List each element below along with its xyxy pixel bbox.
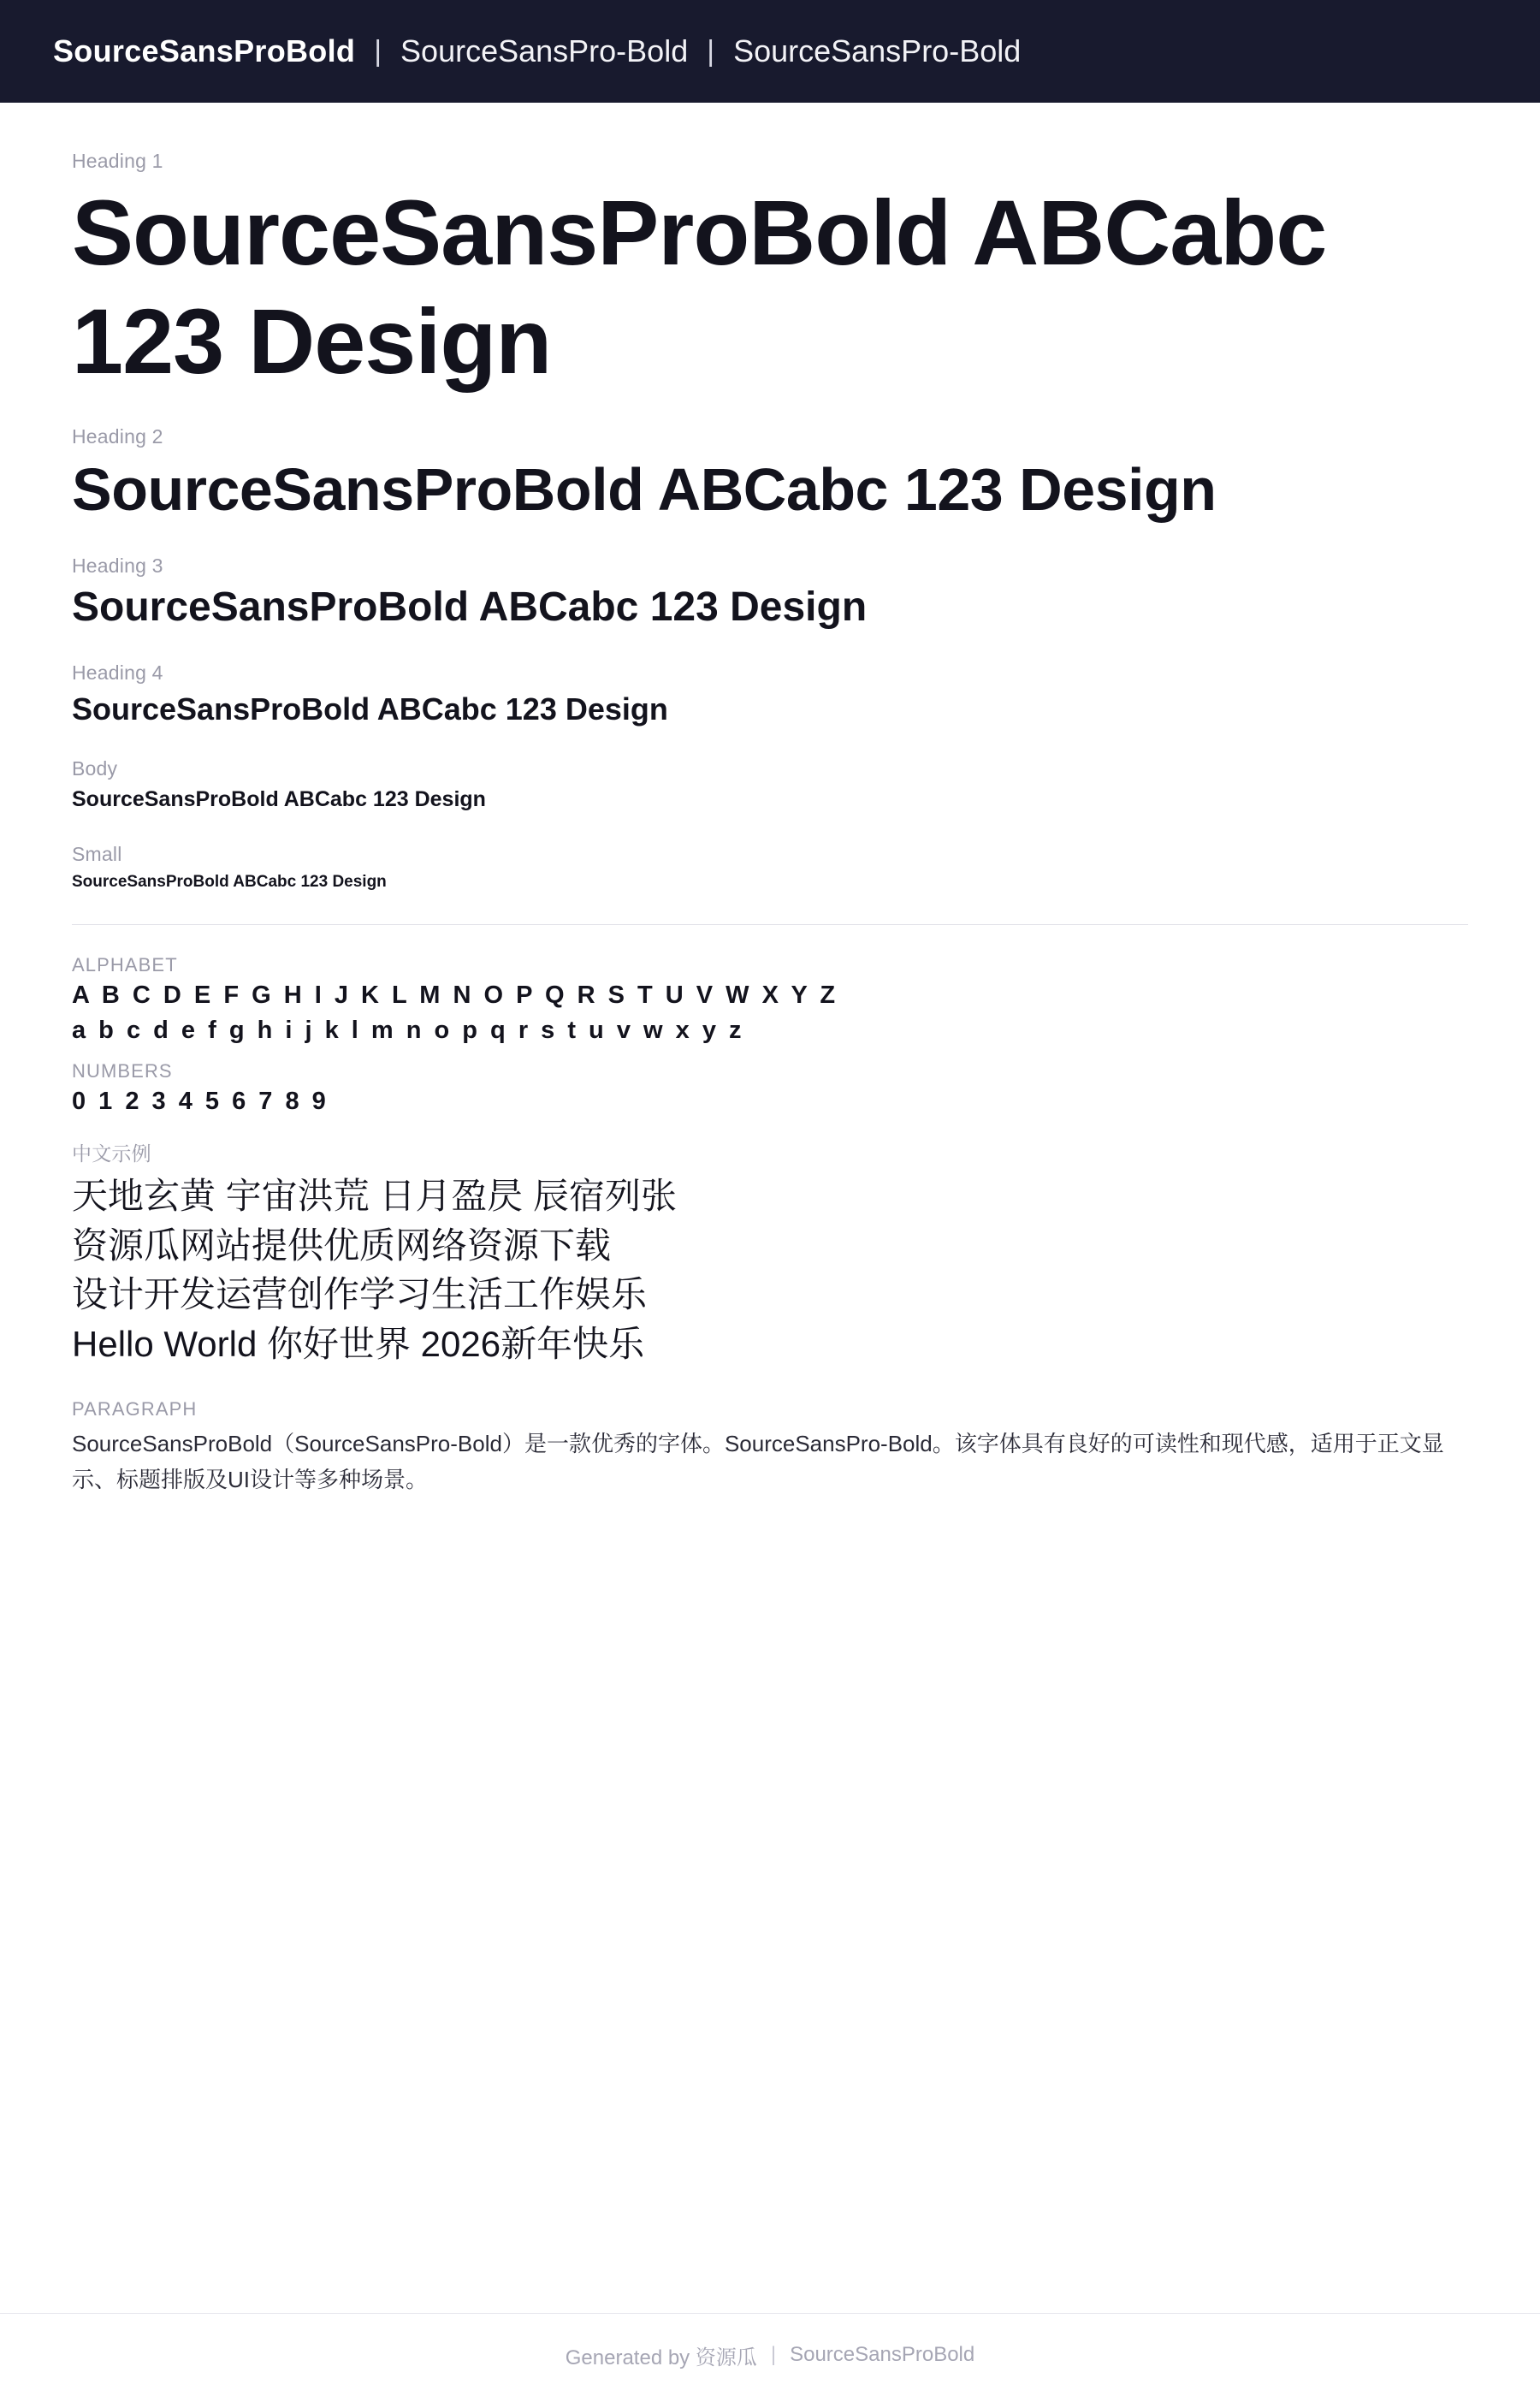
cjk-line-3: 设计开发运营创作学习生活工作娱乐 [72,1274,648,1315]
specimen-content [0,103,1540,2262]
page-footer [0,2313,1540,2396]
paragraph-label: PARAGRAPH [72,1398,198,1420]
specimen-label-heading-1: Heading 1 [72,150,163,172]
specimen-sample-heading-2: SourceSansProBold ABCabc 123 Design [72,455,1217,523]
footer-separator: | [770,2343,777,2366]
specimen-sample-heading-1: SourceSansProBold ABCabc 123 Design [72,181,1327,394]
header-font-name: SourceSansProBold [53,33,356,68]
cjk-section [72,1138,1468,1370]
header-separator-2: | [707,34,715,68]
numbers-label: NUMBERS [72,1059,173,1082]
specimen-sample-small: SourceSansProBold ABCabc 123 Design [72,872,387,891]
numbers-glyphs: 0 1 2 3 4 5 6 7 8 9 [72,1087,329,1115]
specimen-sample-heading-4: SourceSansProBold ABCabc 123 Design [72,691,668,727]
specimen-sample-heading-3: SourceSansProBold ABCabc 123 Design [72,584,868,630]
specimen-label-small: Small [72,842,122,865]
cjk-label: 中文示例 [72,1142,151,1165]
alphabet-section [72,954,1468,1045]
paragraph-section [72,1398,1468,1498]
footer-font-name: SourceSansProBold [790,2343,975,2366]
footer-generated-by: Generated by 资源瓜 [565,2346,757,2369]
cjk-line-2: 资源瓜网站提供优质网络资源下载 [72,1225,612,1266]
specimen-label-heading-4: Heading 4 [72,661,163,685]
cjk-line-1: 天地玄黄 宇宙洪荒 日月盈昃 辰宿列张 [72,1175,678,1216]
specimen-label-heading-3: Heading 3 [72,554,163,577]
alphabet-label: ALPHABET [72,953,178,976]
cjk-lines [72,1171,1468,1370]
page-header [0,0,1540,103]
specimen-heading-1 [72,150,1468,396]
specimen-heading-2 [72,425,1468,525]
header-postscript-name: SourceSansPro-Bold [400,33,689,68]
specimen-body [72,757,1468,814]
header-family-name: SourceSansPro-Bold [733,33,1022,68]
specimen-label-body: Body [72,757,118,780]
section-divider [72,924,1468,925]
header-separator-1: | [374,34,382,68]
specimen-small [72,843,1468,893]
numbers-section [72,1060,1468,1116]
alphabet-uppercase: A B C D E F G H I J K L M N O P Q R S T U V W X Y Z [72,981,838,1009]
cjk-line-4: Hello World 你好世界 2026新年快乐 [72,1324,645,1365]
specimen-heading-3 [72,555,1468,633]
specimen-sample-body: SourceSansProBold ABCabc 123 Design [72,787,486,812]
specimen-heading-4 [72,661,1468,728]
alphabet-lowercase: a b c d e f g h i j k l m n o p q r s t u v w x y z [72,1016,744,1044]
paragraph-text: SourceSansProBold（SourceSansPro-Bold）是一款优秀的字体。SourceSansPro-Bold。该字体具有良好的可读性和现代感，适用于正文显示、标题排版及UI设计等多种场景。 [72,1431,1444,1493]
specimen-label-heading-2: Heading 2 [72,424,163,448]
